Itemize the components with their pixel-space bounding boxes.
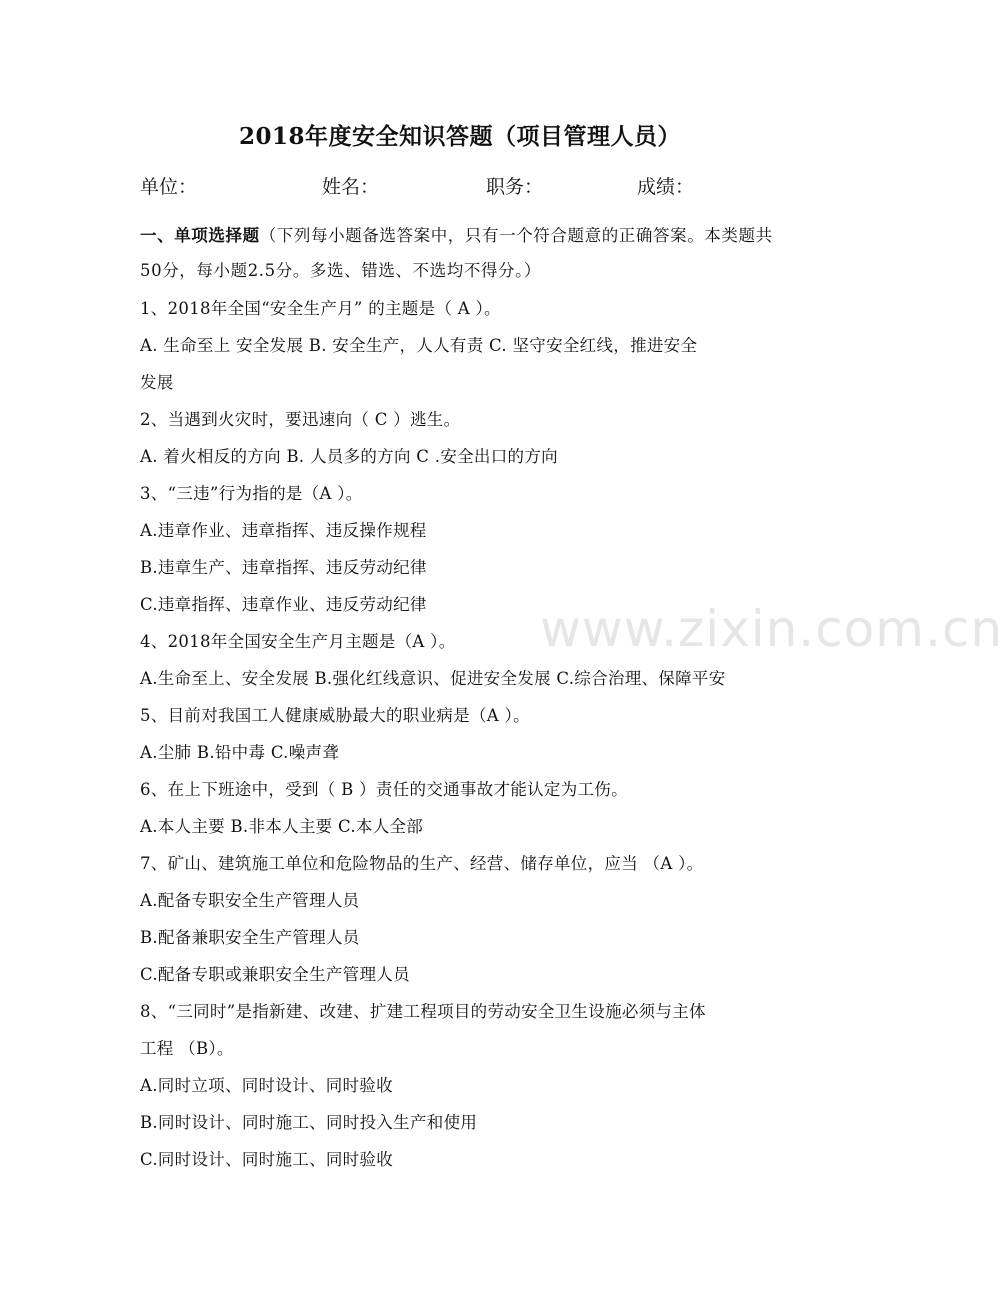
question-line: 5、目前对我国工人健康威胁最大的职业病是（A ）。 [140,706,530,725]
position-label: 职务： [486,176,544,198]
option-line: C.配备专职或兼职安全生产管理人员 [140,965,410,984]
option-line: A.尘肺 B.铅中毒 C.噪声聋 [140,743,340,762]
option-line: C.违章指挥、违章作业、违反劳动纪律 [140,595,427,614]
option-line: B.配备兼职安全生产管理人员 [140,928,360,947]
option-line: C.同时设计、同时施工、同时验收 [140,1150,394,1169]
option-line: A.本人主要 B.非本人主要 C.本人全部 [140,817,424,836]
option-line: A.违章作业、违章指挥、违反操作规程 [140,521,427,540]
section-header [140,218,785,288]
question-line: 8、“三同时”是指新建、改建、扩建工程项目的劳动安全卫生设施必须与主体 [140,1002,706,1021]
option-line: B.违章生产、违章指挥、违反劳动纪律 [140,558,427,577]
watermark: www.zixin.com.cn [540,600,1003,658]
option-line: A.同时立项、同时设计、同时验收 [140,1076,393,1095]
question-line: 3、“三违”行为指的是（A ）。 [140,484,363,503]
option-line: A.生命至上、安全发展 B.强化红线意识、促进安全发展 C.综合治理、保障平安 [140,669,726,688]
document-title: 2018年度安全知识答题（项目管理人员） [238,123,681,150]
option-line: A. 着火相反的方向 B. 人员多的方向 C .安全出口的方向 [140,447,558,466]
section-instruction: （下列每小题备选答案中，只有一个符合题意的正确答案。本类题共50分，每小题2.5分。多选、错选、不选均不得分。） [140,226,773,280]
name-label: 姓名： [322,176,380,198]
score-label: 成绩： [637,176,695,198]
option-line: B.同时设计、同时施工、同时投入生产和使用 [140,1113,478,1132]
question-line: 7、矿山、建筑施工单位和危险物品的生产、经营、储存单位，应当 （A ）。 [140,854,704,873]
section-heading: 一、单项选择题 [140,226,260,245]
question-line: 1、2018年全国“安全生产月” 的主题是（ A ）。 [140,299,501,318]
option-line: A. 生命至上 安全发展 B. 安全生产，人人有责 C. 坚守安全红线，推进安全 [140,336,698,355]
question-line: 4、2018年全国安全生产月主题是（A ）。 [140,632,456,651]
question-line: 6、在上下班途中，受到（ B ）责任的交通事故才能认定为工伤。 [140,780,628,799]
option-line: 发展 [140,373,174,392]
question-line: 工程 （B）。 [140,1039,234,1058]
question-line: 2、当遇到火灾时，要迅速向（ C ）逃生。 [140,410,461,429]
unit-label: 单位： [140,176,198,198]
option-line: A.配备专职安全生产管理人员 [140,891,360,910]
